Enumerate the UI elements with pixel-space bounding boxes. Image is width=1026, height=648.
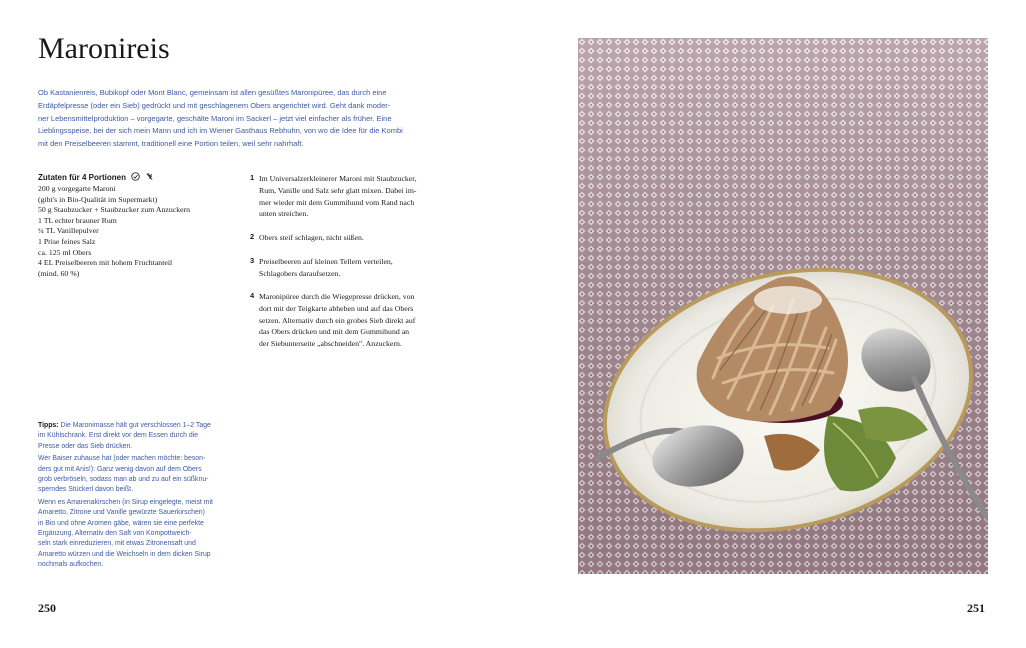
ingredient-item: 1 Prise feines Salz (38, 236, 96, 246)
tips-line: Wer Baiser zuhause hat (oder machen möchte: beson- (38, 455, 206, 463)
step-line: mer wieder mit dem Gummihund vom Rand nach (259, 197, 415, 207)
tips-paragraph (38, 421, 243, 452)
step-number: 4 (250, 291, 255, 300)
step-2 (250, 232, 460, 244)
intro-line: Erdäpfelpresse (oder ein Sieb) gedrückt und mit geschlagenem Obers angerichtet wird. Geht dank moder- (38, 100, 391, 110)
step-number: 2 (250, 232, 255, 241)
intro-paragraph (38, 87, 448, 151)
tips-line: ders gut mit Anis!): Ganz wenig davon auf dem Obers (38, 465, 202, 473)
ingredient-item: ¼ TL Vanillepulver (38, 226, 99, 236)
step-line: Preiselbeeren auf kleinen Tellern verteilen, (259, 257, 393, 266)
tips-line: Ergänzung. Alternativ den Saft von Kompottweich- (38, 530, 192, 538)
tips-line: grob verbröseln, sodass man ab und zu auf ein süßknu- (38, 476, 209, 484)
tips-text: Die Maronimasse hält gut verschlossen 1–2 Tage (58, 422, 211, 429)
ingredient-item: (gibt's in Bio-Qualität im Supermarkt) (38, 194, 158, 204)
step-line: der Siebunterseite „abschneiden". Anzuckern. (259, 339, 402, 349)
tips-line: seln stark einreduzieren, mit etwas Zitronensaft und (38, 540, 196, 548)
dish-photo (578, 38, 988, 574)
step-line: Maronipüree durch die Wiegepresse drücken, von (259, 292, 415, 301)
tips-paragraph (38, 498, 243, 571)
ingredients-list (38, 184, 190, 279)
tips-line: Presse oder das Sieb drücken. (38, 442, 133, 450)
tips-box (38, 421, 243, 573)
gluten-free-icon (145, 172, 154, 181)
intro-line: Ob Kastanienreis, Bubikopf oder Mont Blanc, gemeinsam ist allen gesüßtes Maronipüree, das durch eine (38, 88, 387, 97)
step-line: Obers steif schlagen, nicht süßen. (259, 233, 364, 242)
tips-line: in Bio und ohne Aromen gäbe, wären sie eine perfekte (38, 519, 204, 527)
step-line: Rum, Vanille und Salz sehr glatt mixen. Dabei im- (259, 185, 417, 195)
tips-line: nochmals aufkochen. (38, 561, 104, 569)
page-number-left: 250 (38, 601, 56, 615)
ingredient-item: 200 g vorgegarte Maroni (38, 184, 116, 193)
step-line: Im Universalzerkleinerer Maroni mit Staubzucker, (259, 174, 417, 183)
tips-paragraph (38, 454, 243, 496)
ingredient-item: (mind. 60 %) (38, 268, 80, 278)
page-title: Maronireis (38, 32, 170, 65)
step-line: Schlagobers daraufsetzen. (259, 268, 341, 278)
tips-line: Wenn es Amarenakirschen (in Sirup eingelegte, meist mit (38, 498, 213, 506)
ingredient-item: 50 g Staubzucker + Staubzucker zum Anzuckern (38, 205, 191, 215)
intro-line: Lieblingsspeise, bei der sich mein Mann und ich im Wiener Gasthaus Rebhuhn, von wo die Idee für die Kombi (38, 126, 403, 136)
intro-line: mit den Preiselbeeren stammt, traditionell eine Portion teilen, weil sehr nahrhaft. (38, 139, 304, 149)
step-4 (250, 291, 460, 350)
step-3 (250, 256, 460, 280)
tips-line: Amaretto, Zitrone und Vanille gewürzte Sauerkirschen) (38, 509, 205, 517)
step-line: unten streichen. (259, 209, 309, 219)
page-number-right: 251 (967, 601, 985, 615)
step-line: setzen. Alternativ durch ein grobes Sieb direkt auf (259, 315, 416, 325)
ingredients-heading-text: Zutaten für 4 Portionen (38, 173, 126, 182)
tips-line: Amaretto würzen und die Weichseln in dem dicken Sirup (38, 550, 211, 558)
step-text (259, 173, 460, 220)
tips-first-line (38, 421, 243, 431)
vegetarian-icon (131, 172, 140, 181)
step-text (259, 232, 460, 244)
tips-line: sperndes Stückerl davon beißt. (38, 486, 133, 494)
ingredient-item: 4 EL Preiselbeeren mit hohem Fruchtanteil (38, 258, 173, 268)
step-text (259, 256, 460, 280)
ingredient-item: ca. 125 ml Obers (38, 247, 92, 257)
dish-photo-illustration (578, 38, 988, 574)
tips-line: im Kühlschrank. Erst direkt vor dem Essen durch die (38, 432, 199, 440)
tips-label: Tipps: (38, 422, 59, 429)
step-number: 1 (250, 173, 255, 182)
step-text (259, 291, 460, 350)
ingredient-item: 1 TL echter brauner Rum (38, 215, 117, 225)
step-line: dort mit der Teigkarte abheben und auf das Obers (259, 303, 414, 313)
step-number: 3 (250, 256, 255, 265)
step-1 (250, 173, 460, 220)
ingredients-heading (38, 172, 154, 182)
intro-line: ner Lebensmittelproduktion – vorgegarte, geschälte Maroni im Sackerl – jetzt viel einfacher als früher. Eine (38, 113, 392, 123)
step-line: das Obers drücken und mit dem Gummihund an (259, 327, 410, 337)
